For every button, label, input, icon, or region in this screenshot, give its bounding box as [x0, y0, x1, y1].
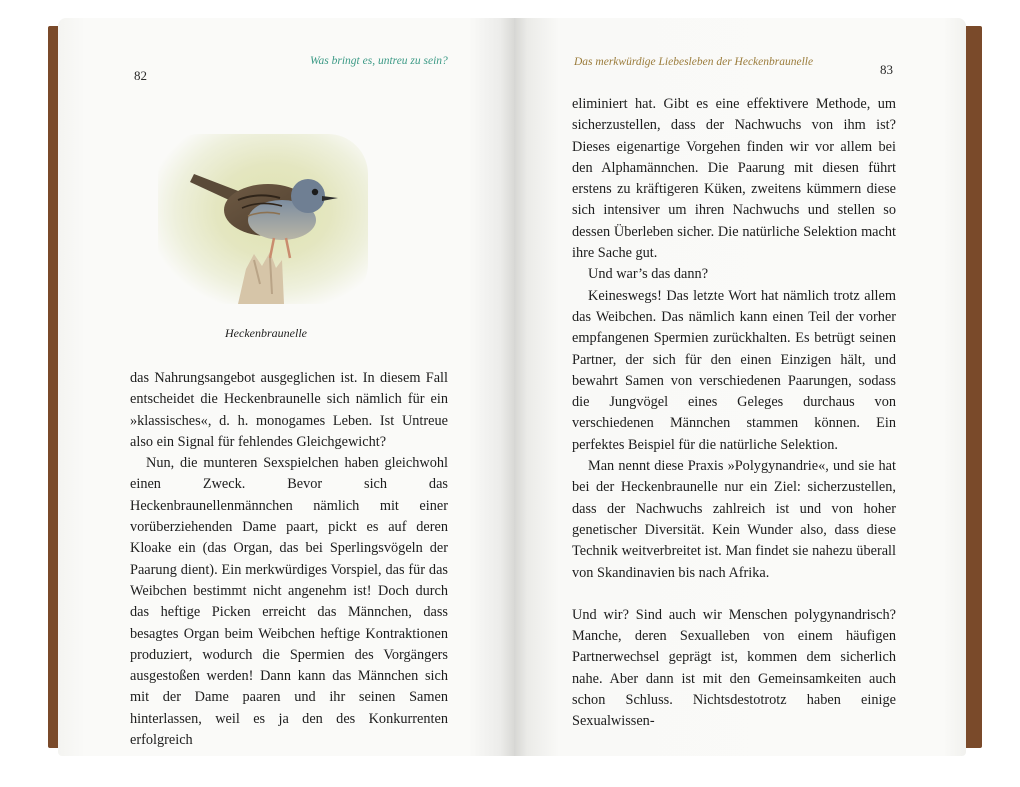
- right-paragraph-2: Und war’s das dann?: [588, 266, 709, 283]
- right-paragraph-1: eliminiert hat. Gibt es eine effektivere Methode, um sicherzustellen, dass der Nachwuchs von ihm ist? Dieses eigenartige Vorgehen finden wir vor allem bei den Alphamännchen. Die Paarung mit diesen führt erstens zu kräftigeren Küken, zweitens kümmern diese sich intensiver um ihren Nachwuchs und stellen so dessen Überleben sicher. Die natürliche Selektion macht ihre Sache gut.: [572, 96, 896, 262]
- left-paragraph-2: Nun, die munteren Sexspielchen haben gleichwohl einen Zweck. Bevor sich das Heckenbraunellenmännchen nämlich mit einer vorüberziehenden Dame paart, pickt es auf deren Kloake ein (das Organ, das bei Sperlingsvögeln der Paarung dient). Ein merkwürdiges Vorspiel, das für das Weibchen bestimmt nicht angenehm ist! Doch durch das heftige Picken erreicht das Männchen, dass besagtes Organ beim Weibchen heftige Kontraktionen produziert, wodurch die Spermien des Vorgängers ausgestoßen werden! Dann kann das Männchen sich mit der Dame paaren und ihr seinen Samen hinterlassen, weil es ja den des Konkurrenten erfolgreich: [130, 455, 448, 749]
- bird-photo: [158, 134, 368, 304]
- figure-caption: Heckenbraunelle: [225, 326, 307, 340]
- right-paragraph-5: Und wir? Sind auch wir Menschen polygynandrisch? Manche, deren Sexualleben von einem häufigen Partnerwechsel geprägt ist, kommen dem sicherlich nahe. Aber dann ist mit den Gemeinsamkeiten auch schon Schluss. Nichtsdestotrotz haben einige Sexualwissen-: [572, 606, 896, 730]
- running-head-right: Das merkwürdige Liebesleben der Heckenbraunelle: [574, 56, 814, 68]
- left-body-text: [130, 368, 448, 751]
- page-number-left: 82: [134, 68, 147, 83]
- right-page: [514, 18, 966, 756]
- page-number-right: 83: [880, 62, 893, 77]
- running-head-left: Was bringt es, untreu zu sein?: [310, 55, 448, 67]
- left-page: [58, 18, 514, 756]
- left-paragraph-1: das Nahrungsangebot ausgeglichen ist. In diesem Fall entscheidet die Heckenbraunelle sich nämlich für ein »klassisches«, d. h. monogames Leben. Ist Untreue also ein Signal für fehlendes Gleichgewicht?: [130, 370, 448, 450]
- right-paragraph-3: Keineswegs! Das letzte Wort hat nämlich trotz allem das Weibchen. Das nämlich kann einen Teil der vorher empfangenen Spermien zurückhalten. Es betrügt seinen Partner, der sich für den einen Einzigen hält, und bewahrt Samen von verschiedenen Paarungen, sodass die Jungvögel eines Geleges durchaus von verschiedenen Männchen stammen können. Ein perfektes Beispiel für die natürliche Selektion.: [572, 287, 896, 453]
- heckenbraunelle-bird-image: [158, 134, 368, 304]
- right-paragraph-4: Man nennt diese Praxis »Polygynandrie«, und sie hat bei der Heckenbraunelle nur ein Ziel: sicherzustellen, dass der Nachwuchs zahlreich ist und von hoher genetischer Diversität. Kein Wunder also, dass diese Technik weitverbreitet ist. Man findet sie nahezu überall von Skandinavien bis nach Afrika.: [572, 458, 896, 581]
- right-body-text: [572, 94, 896, 733]
